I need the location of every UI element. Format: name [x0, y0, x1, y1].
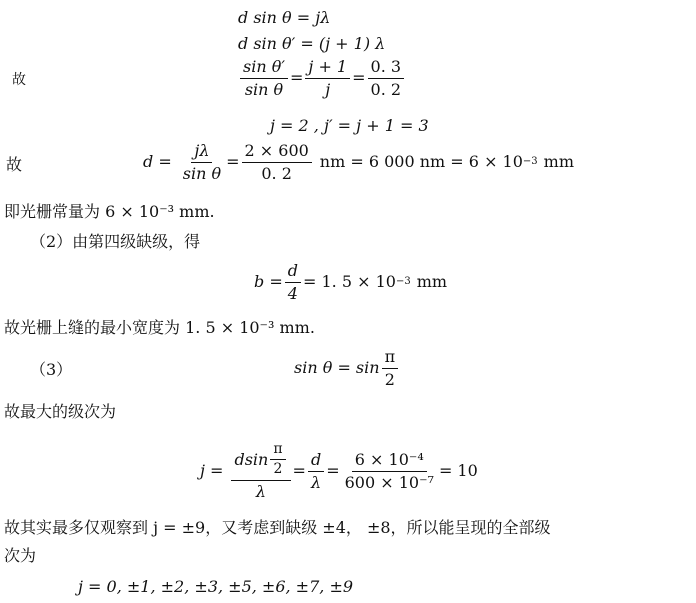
- text-part-2: （2）由第四级缺级，得: [30, 232, 201, 251]
- text-grating-constant: 即光栅常量为 6 × 10⁻³ mm.: [4, 202, 215, 221]
- text-max-order: 故最大的级次为: [4, 402, 117, 421]
- text-part-3: （3）: [30, 360, 73, 379]
- equation-grating-constant: d = $\frac{j\lambda}{\text{sin θ}}$ = $\frac{2 \times 600}{0. 2}$ nm = 6 000 nm = 6 × 10 −3 mm: [143, 141, 575, 183]
- label-therefore-1: 故: [12, 72, 26, 88]
- sin-numerator: π: [382, 348, 399, 369]
- d-frac1-denominator: sin θ: [182, 163, 222, 183]
- ratio-rhs-denominator: 0. 2: [370, 79, 402, 99]
- text-observed-orders-cont: 次为: [4, 546, 37, 565]
- d-frac1-numerator: jλ: [191, 142, 212, 163]
- sin-denominator: 2: [384, 369, 395, 389]
- equation-grating: d sin θ = jλ: [238, 8, 331, 27]
- equation-orders: j = 2 , j′ = j + 1 = 3: [270, 116, 429, 135]
- b-result: = 1. 5 × 10: [302, 272, 396, 292]
- d-frac2-numerator: 2 × 600: [242, 142, 312, 163]
- ratio-mid-numerator: j + 1: [305, 58, 350, 79]
- jmax-frac1-denominator: λ: [255, 481, 267, 501]
- jmax-frac2-denominator: λ: [310, 472, 322, 492]
- equation-slit-width: [254, 262, 447, 302]
- text-observed-orders: 故其实最多仅观察到 j = ±9，又考虑到缺级 ±4， ±8，所以能呈现的全部级: [4, 518, 551, 537]
- ratio-lhs-numerator: sin θ′: [240, 58, 288, 79]
- jmax-lhs: j =: [200, 461, 224, 481]
- sin-lhs: sin θ = sin: [294, 358, 380, 378]
- text-slit-width: 故光栅上缝的最小宽度为 1. 5 × 10⁻³ mm.: [4, 318, 315, 337]
- d-lhs: d =: [143, 152, 172, 172]
- b-lhs: b =: [254, 272, 283, 292]
- jmax-result: = 10: [438, 461, 478, 481]
- b-unit: mm: [416, 272, 448, 292]
- jmax-frac3-numerator: 6 × 10⁻⁴: [352, 451, 427, 472]
- jmax-inner-numerator: π: [270, 442, 285, 460]
- jmax-frac3-denominator: 600 × 10⁻⁷: [344, 472, 434, 492]
- d-result: nm = 6 000 nm = 6 × 10: [319, 152, 523, 172]
- equation-ratio: $\frac{\text{sin θ′}}{\text{sin θ}}$ = $\frac{j + 1}{j}$ = $\frac{0. 3}{0. 2}$: [238, 58, 406, 98]
- d-unit: mm: [543, 152, 575, 172]
- d-frac2-denominator: 0. 2: [261, 163, 292, 183]
- jmax-frac2-numerator: d: [308, 451, 324, 472]
- b-exponent: −3: [395, 276, 411, 288]
- equation-grating-next-order: d sin θ′ = (j + 1) λ: [238, 34, 386, 53]
- jmax-inner-denominator: 2: [273, 461, 283, 478]
- label-therefore-2: 故: [6, 155, 23, 174]
- b-denominator: 4: [287, 283, 298, 303]
- ratio-mid-denominator: j: [325, 79, 331, 99]
- ratio-rhs-numerator: 0. 3: [368, 58, 405, 79]
- equation-sin-max: [294, 348, 400, 388]
- b-numerator: d: [285, 262, 301, 283]
- d-exponent: −3: [522, 156, 538, 168]
- equation-max-order: j = dsin $\frac{\pi}{2}$ λ = $\frac{d}{\lambda}$ = $\frac{\text{6 × 10⁻⁴}}{\text{600 × 10⁻⁷}}$ = 10: [200, 441, 478, 501]
- jmax-inner-sin: dsin: [234, 450, 269, 470]
- ratio-lhs-denominator: sin θ: [244, 79, 284, 99]
- equation-all-orders: j = 0, ±1, ±2, ±3, ±5, ±6, ±7, ±9: [78, 577, 354, 596]
